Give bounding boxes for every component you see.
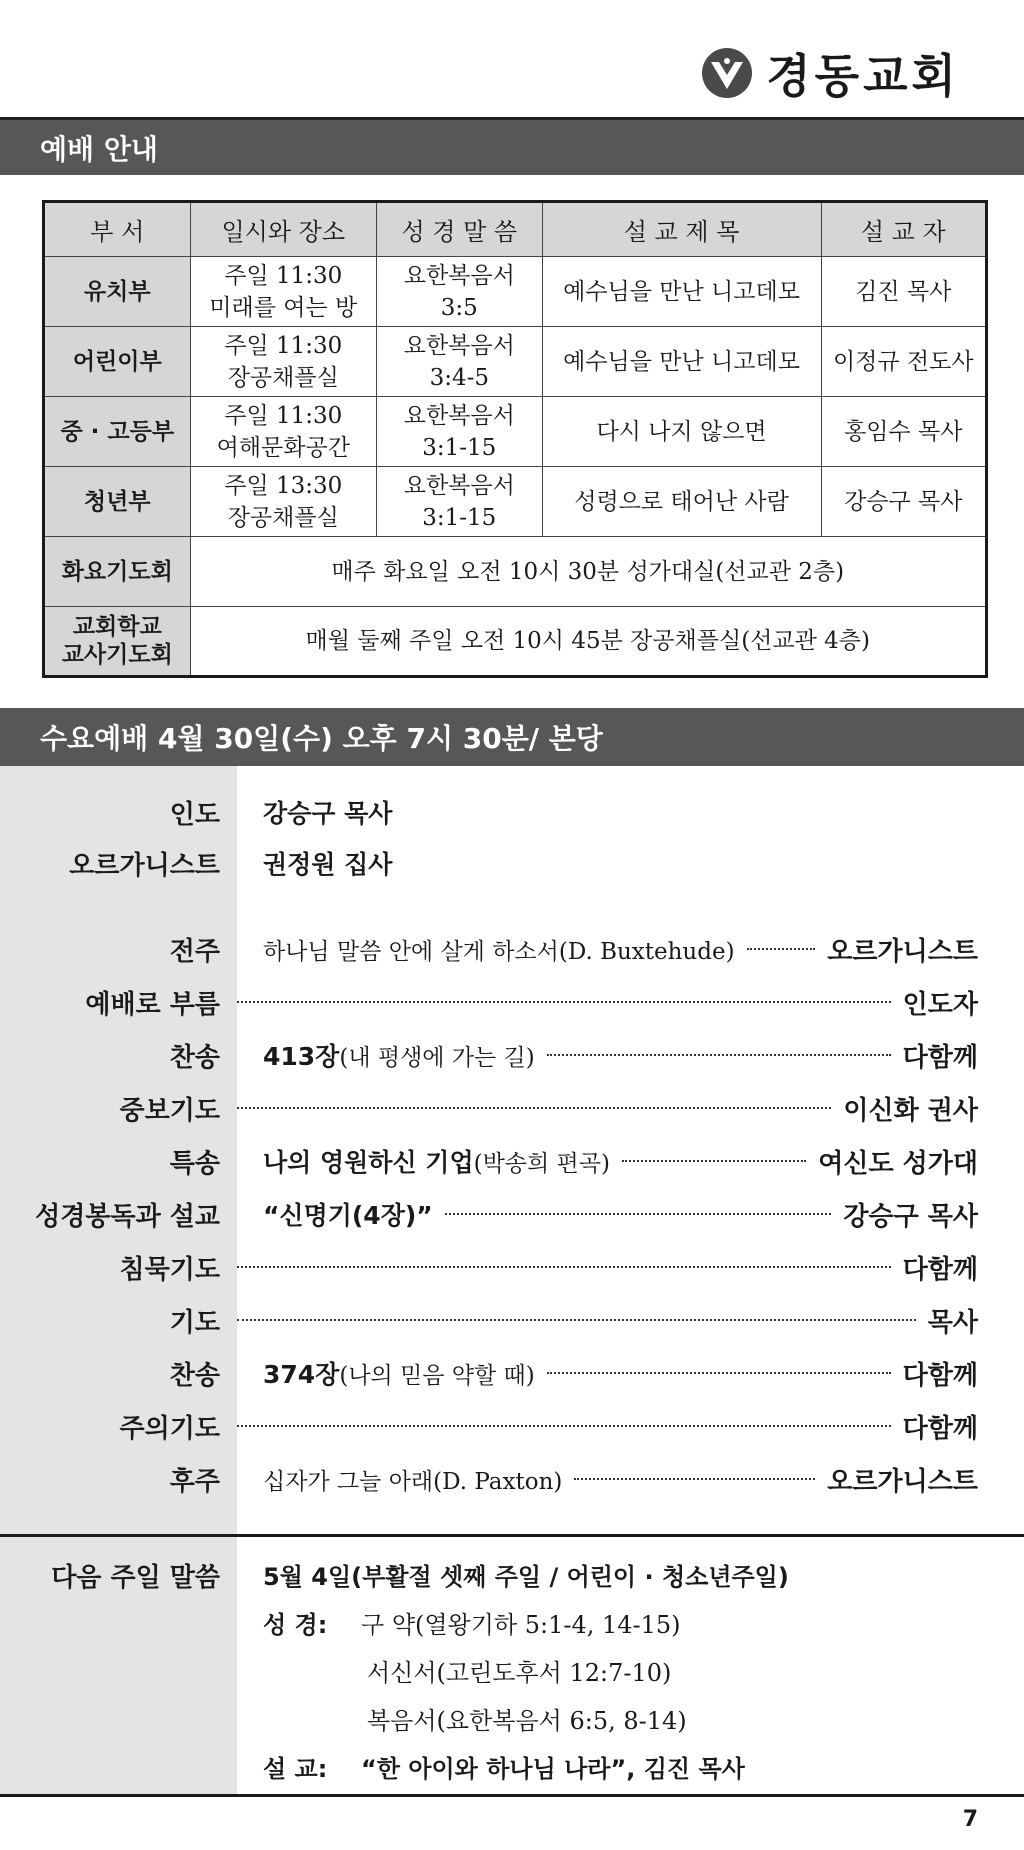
order-performer: 목사	[927, 1307, 978, 1338]
time-text: 주일 11:30	[224, 402, 343, 429]
order-performer: 이신화 권사	[843, 1095, 978, 1126]
order-detail: (나의 믿음 약할 때)	[339, 1362, 535, 1389]
worship-schedule-table	[42, 200, 988, 678]
place-text: 장공채플실	[227, 364, 339, 391]
order-performer: 다함께	[902, 1254, 978, 1285]
order-label: 전주	[169, 936, 220, 967]
page-number: 7	[962, 1807, 978, 1832]
verse-text: 3:4-5	[429, 364, 489, 391]
time-text: 주일 13:30	[224, 472, 343, 499]
order-item-scripture-sermon	[0, 1194, 1024, 1234]
next-week-label: 다음 주일 말씀	[51, 1563, 220, 1593]
time-place-cell	[190, 397, 377, 467]
scripture-label: 성 경:	[263, 1611, 328, 1639]
footer-divider	[0, 1794, 1024, 1797]
scripture-line	[263, 1605, 681, 1640]
order-performer: 여신도 성가대	[818, 1148, 978, 1179]
order-performer: 다함께	[902, 1360, 978, 1391]
sermon-title: “한 아이와 하나님 나라”, 김진 목사	[361, 1755, 745, 1783]
preacher-cell: 홍임수 목사	[821, 397, 986, 467]
scripture-line	[367, 1653, 671, 1688]
place-text: 여해문화공간	[216, 434, 350, 461]
leader-dots	[237, 1001, 891, 1003]
verse-text: 3:1-15	[422, 504, 497, 531]
order-performer: 강승구 목사	[843, 1201, 978, 1232]
order-label: 찬송	[169, 1042, 220, 1073]
dept-cell: 청년부	[44, 467, 191, 537]
column-header-dept: 부 서	[44, 202, 191, 257]
order-item-lords-prayer	[0, 1406, 1024, 1446]
next-week-section	[0, 1537, 1024, 1794]
church-name: 경동교회	[766, 49, 960, 103]
prayer-meeting-info: 매주 화요일 오전 10시 30분 성가대실(선교관 2층)	[190, 537, 986, 607]
scripture-gospel: 복음서(요한복음서 6:5, 8-14)	[367, 1707, 687, 1735]
time-text: 주일 11:30	[224, 332, 343, 359]
order-detail: 하나님 말씀 안에 살게 하소서(D. Buxtehude)	[263, 938, 735, 965]
scripture-ot: 구 약(열왕기하 5:1-4, 14-15)	[361, 1611, 681, 1639]
dept-cell	[44, 537, 191, 607]
dept-cell: 유치부	[44, 257, 191, 327]
church-logo	[702, 40, 960, 106]
table-row	[44, 607, 987, 677]
order-performer: 다함께	[902, 1413, 978, 1444]
leader-label: 인도	[169, 799, 220, 830]
column-header-preacher: 설 교 자	[821, 202, 986, 257]
table-row	[44, 327, 987, 397]
verse-text: 3:5	[440, 294, 478, 321]
book-text: 요한복음서	[403, 332, 515, 359]
preacher-cell: 김진 목사	[821, 257, 986, 327]
leader-dots	[622, 1160, 806, 1162]
order-label: 예배로 부름	[85, 989, 220, 1020]
prayer-meeting-info: 매월 둘째 주일 오전 10시 45분 장공채플실(선교관 4층)	[190, 607, 986, 677]
book-text: 요한복음서	[403, 402, 515, 429]
leader-dots	[547, 1372, 891, 1374]
scripture-epistle: 서신서(고린도후서 12:7-10)	[367, 1659, 672, 1687]
organist-name: 권정원 집사	[263, 850, 393, 879]
order-detail: 십자가 그늘 아래(D. Paxton)	[263, 1468, 563, 1495]
time-place-cell	[190, 257, 377, 327]
dept-text: 교사기도회	[61, 642, 173, 668]
column-header-sermon-title: 설 교 제 목	[542, 202, 821, 257]
order-item-hymn	[0, 1353, 1024, 1393]
time-place-cell	[190, 327, 377, 397]
order-performer: 다함께	[902, 1042, 978, 1073]
preacher-cell: 이정규 전도사	[821, 327, 986, 397]
order-item-hymn	[0, 1035, 1024, 1075]
service-order	[0, 766, 1024, 1534]
place-text: 미래를 여는 방	[209, 294, 358, 321]
order-label: 찬송	[169, 1360, 220, 1391]
order-item-call-to-worship	[0, 982, 1024, 1022]
order-item-prayer	[0, 1300, 1024, 1340]
leader-dots	[237, 1425, 891, 1427]
leader-row	[0, 792, 1024, 832]
order-item-silent-prayer	[0, 1247, 1024, 1287]
scripture-cell	[377, 257, 543, 327]
place-text: 장공채플실	[227, 504, 339, 531]
order-label: 기도	[169, 1307, 220, 1338]
sermon-title-cell: 다시 나지 않으면	[542, 397, 821, 467]
wednesday-service-heading: 수요예배 4월 30일(수) 오후 7시 30분/ 본당	[0, 708, 1024, 766]
scripture-line	[367, 1701, 687, 1736]
scripture-cell	[377, 327, 543, 397]
organist-label: 오르가니스트	[69, 850, 220, 881]
dept-text: 교회학교	[72, 614, 162, 640]
preacher-cell: 강승구 목사	[821, 467, 986, 537]
order-detail: (내 평생에 가는 길)	[339, 1044, 535, 1071]
worship-guide-heading: 예배 안내	[0, 117, 1024, 175]
book-text: 요한복음서	[403, 262, 515, 289]
sermon-line	[263, 1749, 745, 1784]
table-row	[44, 397, 987, 467]
leader-dots	[237, 1107, 831, 1109]
order-label: 성경봉독과 설교	[35, 1201, 220, 1232]
order-item-prelude	[0, 929, 1024, 969]
dept-cell: 어린이부	[44, 327, 191, 397]
table-header-row	[44, 202, 987, 257]
hymn-number: 374장	[263, 1360, 340, 1389]
sermon-title-cell: 예수님을 만난 니고데모	[542, 257, 821, 327]
order-item-special-song	[0, 1141, 1024, 1181]
leader-name: 강승구 목사	[263, 799, 393, 828]
sermon-text: “신명기(4장)”	[263, 1201, 433, 1230]
time-place-cell	[190, 467, 377, 537]
order-label: 특송	[169, 1148, 220, 1179]
leader-dots	[445, 1213, 832, 1215]
column-header-time-place: 일시와 장소	[190, 202, 377, 257]
sermon-title-cell: 예수님을 만난 니고데모	[542, 327, 821, 397]
order-label: 주의기도	[119, 1413, 220, 1444]
sermon-label: 설 교:	[263, 1755, 328, 1783]
column-header-scripture: 성 경 말 씀	[377, 202, 543, 257]
organist-row	[0, 843, 1024, 883]
date-text: 5월 4일(부활절 셋째 주일 / 어린이 · 청소년주일)	[263, 1563, 789, 1591]
order-item-postlude	[0, 1459, 1024, 1499]
song-title: 나의 영원하신 기업	[263, 1148, 474, 1177]
time-text: 주일 11:30	[224, 262, 343, 289]
leader-dots	[574, 1478, 815, 1480]
order-label: 중보기도	[119, 1095, 220, 1126]
next-week-date	[263, 1557, 789, 1592]
dept-text: 화요기도회	[61, 558, 173, 585]
scripture-cell	[377, 397, 543, 467]
dept-cell: 중 · 고등부	[44, 397, 191, 467]
church-emblem-icon	[702, 48, 752, 98]
sermon-title-cell: 성령으로 태어난 사람	[542, 467, 821, 537]
leader-dots	[747, 948, 816, 950]
order-detail: (박송희 편곡)	[473, 1150, 610, 1177]
order-performer: 오르가니스트	[827, 1466, 978, 1497]
leader-dots	[237, 1319, 916, 1321]
order-label: 후주	[169, 1466, 220, 1497]
leader-dots	[547, 1054, 891, 1056]
order-performer: 인도자	[902, 989, 978, 1020]
book-text: 요한복음서	[403, 472, 515, 499]
table-row	[44, 467, 987, 537]
order-item-intercession	[0, 1088, 1024, 1128]
verse-text: 3:1-15	[422, 434, 497, 461]
leader-dots	[237, 1266, 891, 1268]
scripture-cell	[377, 467, 543, 537]
order-label: 침묵기도	[119, 1254, 220, 1285]
dept-cell	[44, 607, 191, 677]
hymn-number: 413장	[263, 1042, 340, 1071]
order-performer: 오르가니스트	[827, 936, 978, 967]
table-row	[44, 257, 987, 327]
table-row	[44, 537, 987, 607]
